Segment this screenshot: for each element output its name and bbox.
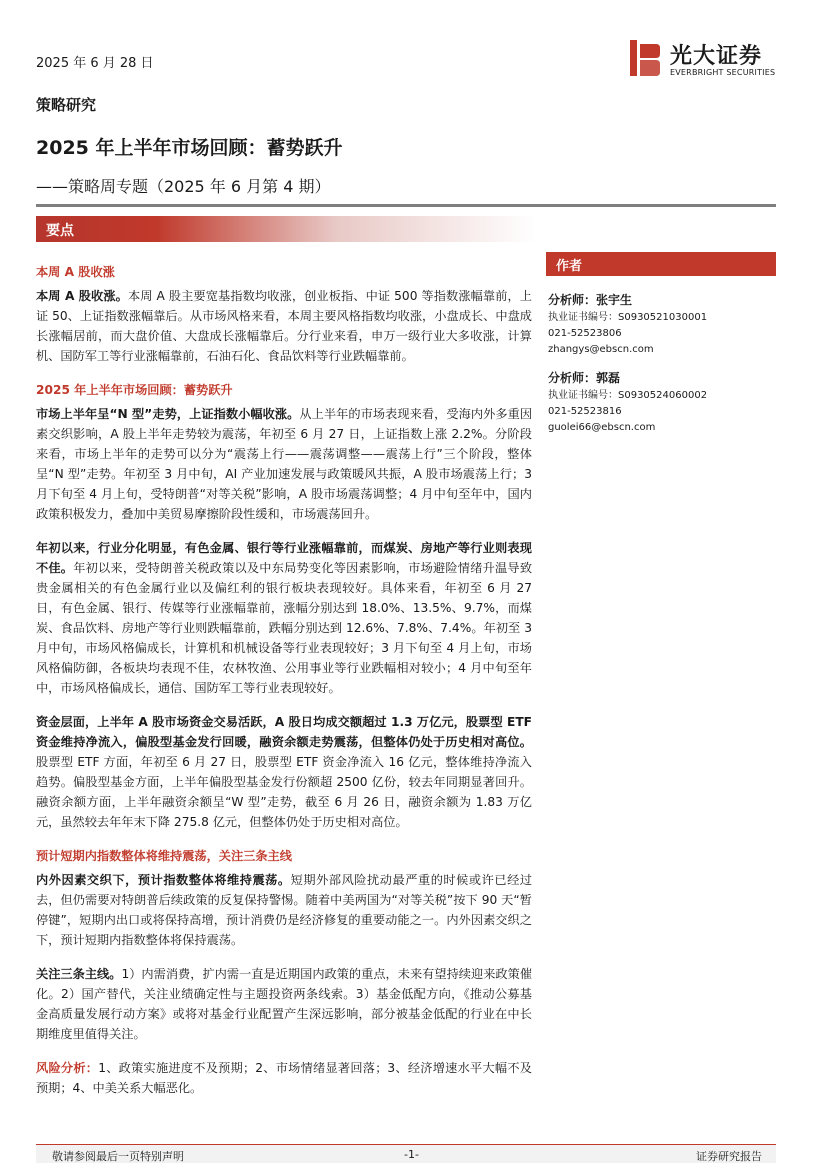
paragraph-lead: 年初以来，行业分化明显，有色金属、银行等行业涨幅靠前，而煤炭、房地产等行业则表现不佳。 bbox=[36, 541, 532, 575]
report-subtitle: ——策略周专题（2025 年 6 月第 4 期） bbox=[36, 177, 331, 196]
page-number: -1- bbox=[404, 1148, 419, 1161]
paragraph bbox=[36, 870, 532, 950]
analyst-phone: 021-52523806 bbox=[548, 328, 622, 339]
key-points-body bbox=[36, 262, 532, 1112]
section-heading: 预计短期内指数整体将维持震荡，关注三条主线 bbox=[36, 849, 292, 863]
paragraph bbox=[36, 286, 532, 366]
footer-report-type: 证券研究报告 bbox=[696, 1150, 762, 1163]
risk-text: 1、政策实施进度不及预期；2、市场情绪显著回落；3、经济增速水平大幅不及预期；4、中美关系大幅恶化。 bbox=[36, 1061, 532, 1095]
key-points-label: 要点 bbox=[46, 223, 74, 239]
author-label: 作者 bbox=[556, 259, 583, 274]
risk-label: 风险分析： bbox=[36, 1061, 99, 1075]
paragraph-text: 年初以来，受特朗普关税政策以及中东局势变化等因素影响，市场避险情绪升温导致贵金属相关的有色金属行业以及偏红利的银行板块表现较好。具体来看，年初至 6 月 27 日，有色金属、银行、传媒等行业涨幅靠前，涨幅分别达到 18.0%、13.5%、9.7%，而煤炭、食品饮料、房地产等行业则跌幅靠前，跌幅分别达到 12.6%、7.8%、7.4%。年初至 3 月中旬，市场风格偏成长，计算机和机械设备等行业表现较好；3 月下旬至 4 月上旬，市场风格偏防御，各板块均表现不佳，农林牧渔、公用事业等行业跌幅相对较小；4 月中旬至年中，市场风格偏成长，通信、国防军工等行业表现较好。 bbox=[36, 561, 533, 695]
paragraph-lead: 本周 A 股收涨。 bbox=[36, 289, 128, 303]
paragraph-text: 短期外部风险扰动最严重的时候或许已经过去，但仍需要对特朗普后续政策的反复保持警惕。随着中美两国为“对等关税”按下 90 天“暂停键”，短期内出口或将保持高增，预计消费仍是经济修复的重要动能之一。内外因素交织之下，预计短期内指数整体将保持震荡。 bbox=[36, 873, 533, 947]
analyst-email[interactable]: zhangys@ebscn.com bbox=[548, 344, 654, 355]
company-logo bbox=[626, 36, 786, 84]
everbright-logo-icon bbox=[626, 36, 662, 80]
header-divider bbox=[36, 204, 776, 207]
analyst-card bbox=[548, 370, 776, 436]
author-banner bbox=[546, 252, 776, 276]
analyst-phone: 021-52523816 bbox=[548, 406, 622, 417]
report-date: 2025 年 6 月 28 日 bbox=[36, 56, 154, 71]
paragraph-lead: 市场上半年呈“N 型”走势，上证指数小幅收涨。 bbox=[36, 407, 300, 421]
analyst-cert: 执业证书编号：S0930521030001 bbox=[548, 312, 708, 323]
section-heading: 2025 年上半年市场回顾：蓄势跃升 bbox=[36, 383, 233, 397]
paragraph-lead: 资金层面，上半年 A 股市场资金交易活跃，A 股日均成交额超过 1.3 万亿元，股票型 ETF 资金维持净流入，偏股型基金发行回暖，融资余额走势震荡，但整体仍处于历史相对高位。 bbox=[36, 715, 532, 749]
paragraph bbox=[36, 538, 532, 698]
paragraph bbox=[36, 712, 532, 832]
paragraph-text: 1）内需消费，扩内需一直是近期国内政策的重点，未来有望持续迎来政策催化。2）国产替代，关注业绩确定性与主题投资两条线索。3）基金低配方向，《推动公募基金高质量发展行动方案》或将对基金行业配置产生深远影响，部分被基金低配的行业在中长期维度里值得关注。 bbox=[36, 967, 533, 1041]
paragraph-text: 从上半年的市场表现来看，受海内外多重因素交织影响，A 股上半年走势较为震荡，年初至 6 月 27 日，上证指数上涨 2.2%。分阶段来看，市场上半年的走势可以分为“震荡上行——震荡调整——震荡上行”三个阶段，整体呈“N 型”走势。年初至 3 月中旬，AI 产业加速发展与政策暖风共振，A 股市场震荡上行；3 月下旬至 4 月上旬，受特朗普“对等关税”影响，A 股市场震荡调整；4 月中旬至年中，国内政策积极发力，叠加中美贸易摩擦阶段性缓和，市场震荡回升。 bbox=[36, 407, 533, 521]
footer-disclaimer: 敬请参阅最后一页特别声明 bbox=[52, 1150, 184, 1163]
key-points-banner bbox=[36, 216, 536, 242]
analyst-card bbox=[548, 292, 776, 358]
section-heading: 本周 A 股收涨 bbox=[36, 265, 115, 279]
paragraph-lead: 关注三条主线。 bbox=[36, 967, 122, 981]
analyst-cert: 执业证书编号：S0930524060002 bbox=[548, 390, 708, 401]
paragraph bbox=[36, 404, 532, 524]
paragraph-text: 本周 A 股主要宽基指数均收涨，创业板指、中证 500 等指数涨幅靠前，上证 50、上证指数涨幅靠后。从市场风格来看，本周主要风格指数均收涨，小盘成长、中盘成长涨幅居前，而大盘价值、大盘成长涨幅靠后。分行业来看，申万一级行业大多收涨，计算机、国防军工等行业涨幅靠前，石油石化、食品饮料等行业跌幅靠前。 bbox=[36, 289, 532, 363]
analyst-name: 分析师：郭磊 bbox=[548, 371, 621, 385]
analyst-email[interactable]: guolei66@ebscn.com bbox=[548, 422, 656, 433]
report-category: 策略研究 bbox=[36, 96, 97, 114]
risk-paragraph bbox=[36, 1058, 532, 1098]
report-title: 2025 年上半年市场回顾：蓄势跃升 bbox=[36, 137, 343, 159]
paragraph-lead: 内外因素交织下，预计指数整体将维持震荡。 bbox=[36, 873, 291, 887]
logo-text-cn: 光大证券 bbox=[670, 44, 763, 69]
logo-text-en: EVERBRIGHT SECURITIES bbox=[670, 68, 776, 77]
paragraph-text: 股票型 ETF 方面，年初至 6 月 27 日，股票型 ETF 资金净流入 16 亿元，整体维持净流入趋势。偏股型基金方面，上半年偏股型基金发行份额超 2500 亿份，较去年同期显著回升。融资余额方面，上半年融资余额呈“W 型”走势，截至 6 月 26 日，融资余额为 1.83 万亿元，虽然较去年年末下降 275.8 亿元，但整体仍处于历史相对高位。 bbox=[36, 755, 532, 829]
analyst-name: 分析师：张宇生 bbox=[548, 293, 633, 307]
paragraph bbox=[36, 964, 532, 1044]
